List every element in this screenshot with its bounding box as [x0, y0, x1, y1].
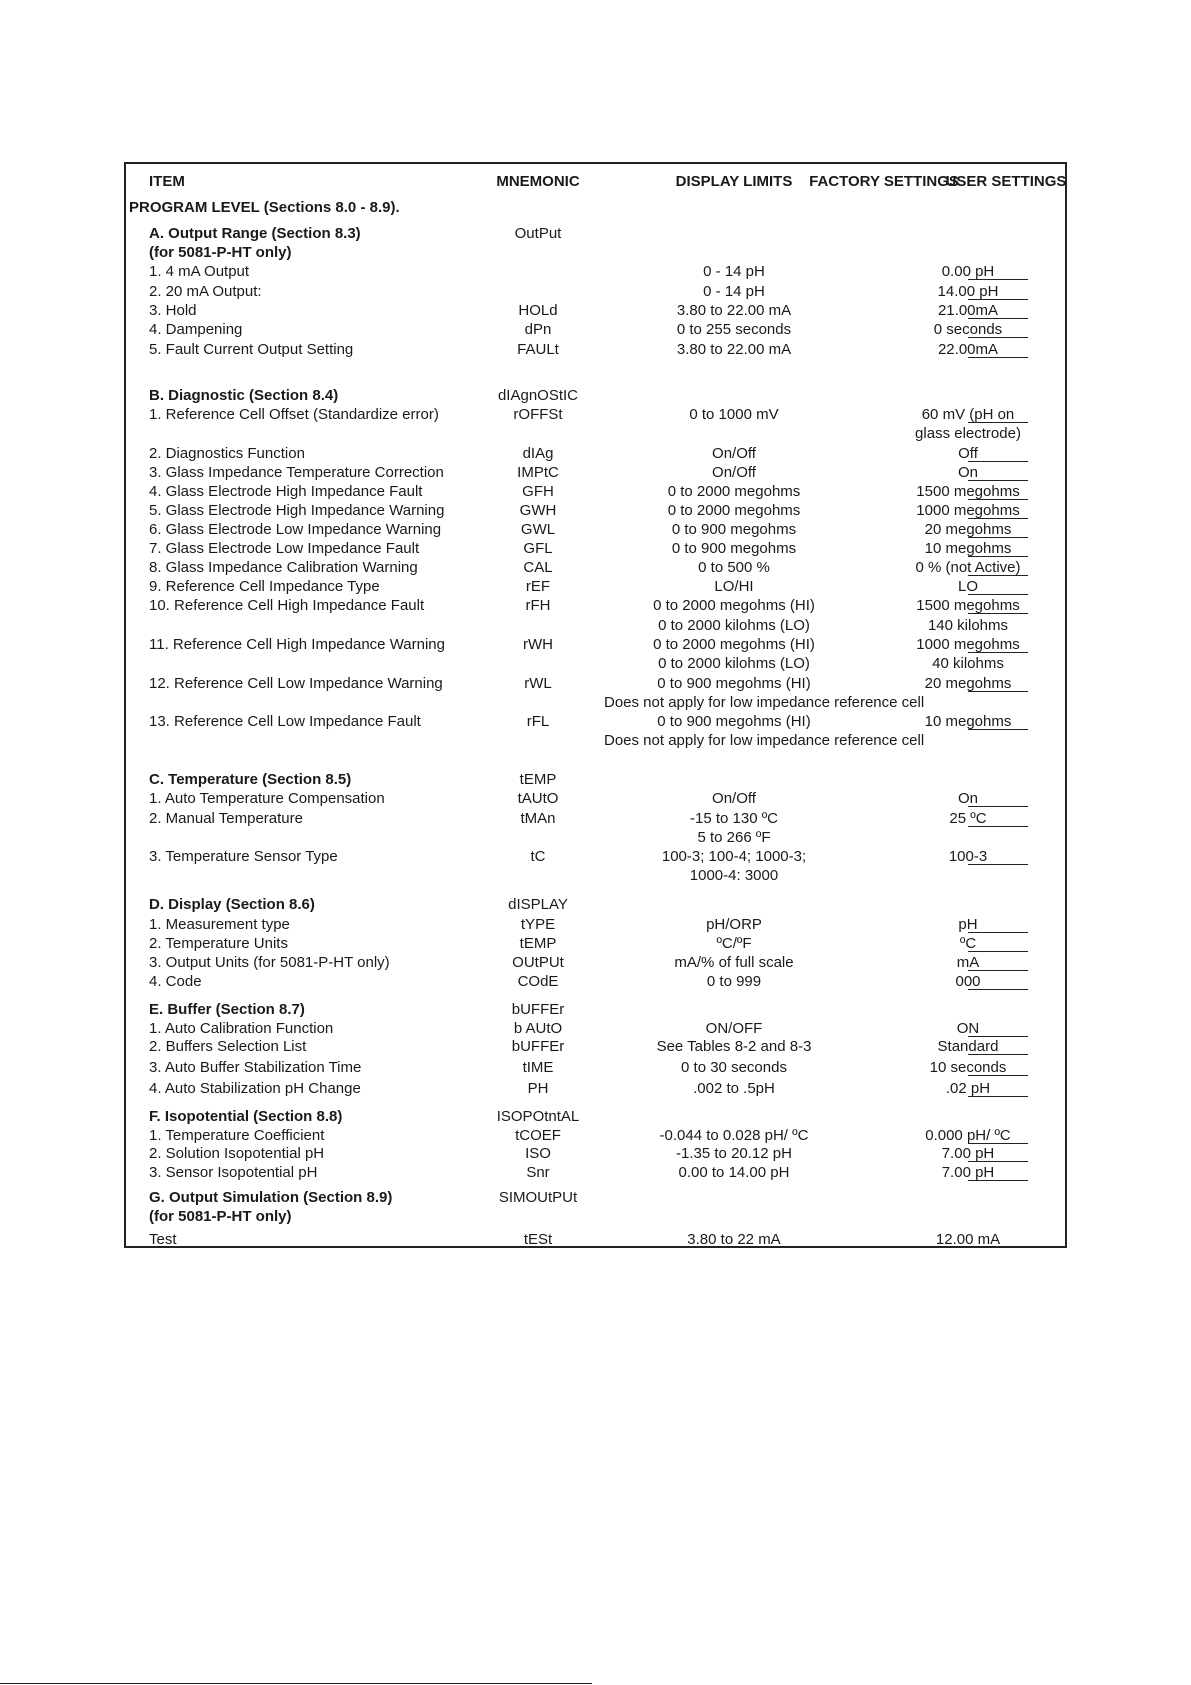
display-limits-cell: 0 to 30 seconds — [681, 1059, 787, 1076]
mnemonic-cell: bUFFEr — [511, 1001, 565, 1018]
display-limits-cell: 0.00 to 14.00 pH — [678, 1164, 790, 1181]
factory-setting-cell: 60 mV (pH on — [921, 406, 1015, 423]
display-limits-cell: 0 to 255 seconds — [676, 321, 792, 338]
item-cell: 2. 20 mA Output: — [149, 283, 262, 300]
display-limits-cell: -1.35 to 20.12 pH — [676, 1145, 792, 1162]
item-cell: 2. Buffers Selection List — [149, 1038, 307, 1055]
table-row — [126, 482, 1065, 501]
factory-setting-cell: 40 kilohms — [932, 655, 1004, 672]
user-setting-blank[interactable] — [968, 594, 1028, 595]
header-mnemonic: MNEMONIC — [496, 173, 580, 190]
mnemonic-cell: GFL — [523, 540, 553, 557]
item-cell: 1. Auto Calibration Function — [149, 1020, 334, 1037]
user-setting-blank[interactable] — [968, 518, 1028, 519]
header-user-settings: USER SETTINGS — [945, 173, 1067, 190]
factory-setting-cell: pH — [958, 916, 978, 933]
item-cell: Test — [149, 1231, 177, 1248]
mnemonic-cell: OutPut — [514, 225, 562, 242]
mnemonic-cell: rFL — [526, 713, 550, 730]
table-row — [126, 934, 1065, 953]
table-row — [126, 463, 1065, 482]
item-cell: 1. Temperature Coefficient — [149, 1127, 325, 1144]
mnemonic-cell: tEMP — [519, 771, 557, 788]
item-cell: 3. Sensor Isopotential pH — [149, 1164, 318, 1181]
user-setting-blank[interactable] — [968, 279, 1028, 280]
table-row — [126, 1000, 1065, 1019]
display-limits-cell: On/Off — [712, 464, 756, 481]
factory-setting-cell: 21.00mA — [937, 302, 999, 319]
user-setting-blank[interactable] — [968, 480, 1028, 481]
item-cell: F. Isopotential (Section 8.8) — [149, 1108, 343, 1125]
table-row — [126, 712, 1065, 731]
factory-setting-cell: Standard — [937, 1038, 999, 1055]
display-limits-cell: 0 to 2000 megohms — [667, 502, 801, 519]
factory-setting-cell: 0 % (not Active) — [915, 559, 1021, 576]
display-limits-cell: 0 - 14 pH — [703, 283, 765, 300]
table-row — [126, 596, 1065, 615]
user-setting-blank[interactable] — [968, 461, 1028, 462]
display-limits-cell: 0 to 900 megohms — [671, 540, 797, 557]
display-limits-cell: 100-3; 100-4; 1000-3; — [661, 848, 807, 865]
table-row — [126, 1126, 1065, 1145]
factory-setting-cell: mA — [956, 954, 980, 971]
item-cell: 2. Temperature Units — [149, 935, 288, 952]
mnemonic-cell: OUtPUt — [512, 954, 564, 971]
item-cell: 1. Auto Temperature Compensation — [149, 790, 385, 807]
table-row — [126, 1207, 1065, 1226]
item-cell: 3. Glass Impedance Temperature Correction — [149, 464, 444, 481]
table-row — [126, 953, 1065, 972]
factory-setting-cell: 10 megohms — [924, 713, 1012, 730]
table-row — [126, 635, 1065, 654]
item-cell: 8. Glass Impedance Calibration Warning — [149, 559, 418, 576]
user-setting-blank[interactable] — [968, 864, 1028, 865]
user-setting-blank[interactable] — [968, 422, 1028, 423]
user-setting-blank[interactable] — [968, 806, 1028, 807]
item-cell: 1. 4 mA Output — [149, 263, 250, 280]
mnemonic-cell: tYPE — [520, 916, 556, 933]
table-row — [126, 224, 1065, 243]
display-limits-cell: mA/% of full scale — [674, 954, 794, 971]
factory-setting-cell: 0.000 pH/ ºC — [925, 1127, 1011, 1144]
item-cell: G. Output Simulation (Section 8.9) — [149, 1189, 393, 1206]
display-limits-cell: 0 to 2000 megohms (HI) — [653, 597, 815, 614]
mnemonic-cell: dIAg — [522, 445, 554, 462]
table-row — [126, 847, 1065, 866]
factory-setting-cell: 0 seconds — [933, 321, 1003, 338]
mnemonic-cell: tEMP — [519, 935, 557, 952]
item-cell: C. Temperature (Section 8.5) — [149, 771, 352, 788]
display-limits-cell: -15 to 130 ºC — [689, 810, 779, 827]
table-row — [126, 262, 1065, 281]
mnemonic-cell: dIAgnOStIC — [497, 387, 579, 404]
mnemonic-cell: dISPLAY — [508, 896, 568, 913]
table-row — [126, 770, 1065, 789]
display-limits-cell: ºC/ºF — [716, 935, 752, 952]
factory-setting-cell: 10 seconds — [929, 1059, 1007, 1076]
table-row — [126, 1163, 1065, 1182]
factory-setting-cell: On — [957, 464, 978, 481]
display-limits-cell: On/Off — [712, 445, 756, 462]
user-setting-blank[interactable] — [968, 970, 1028, 971]
factory-setting-cell: 22.00mA — [937, 341, 999, 358]
item-cell: 1. Measurement type — [149, 916, 290, 933]
mnemonic-cell: GWH — [519, 502, 557, 519]
user-setting-blank[interactable] — [968, 357, 1028, 358]
mnemonic-cell: ISO — [525, 1145, 551, 1162]
table-row — [126, 320, 1065, 339]
item-cell: (for 5081-P-HT only) — [149, 244, 292, 261]
display-limits-cell: 5 to 266 ºF — [697, 829, 771, 846]
mnemonic-cell: tCOEF — [515, 1127, 561, 1144]
item-cell: 5. Glass Electrode High Impedance Warning — [149, 502, 445, 519]
item-cell: D. Display (Section 8.6) — [149, 896, 315, 913]
table-row — [126, 558, 1065, 577]
mnemonic-cell: Snr — [526, 1164, 550, 1181]
display-limits-cell: On/Off — [712, 790, 756, 807]
item-cell: 9. Reference Cell Impedance Type — [149, 578, 380, 595]
display-limits-cell: Does not apply for low impedance reference cell — [604, 694, 925, 711]
table-row — [126, 577, 1065, 596]
table-row — [126, 405, 1065, 424]
factory-setting-cell: 1500 megohms — [916, 483, 1020, 500]
user-setting-blank[interactable] — [968, 951, 1028, 952]
item-cell: 4. Code — [149, 973, 202, 990]
factory-setting-cell: 10 megohms — [924, 540, 1012, 557]
mnemonic-cell: FAULt — [517, 341, 559, 358]
item-cell: 11. Reference Cell High Impedance Warning — [149, 636, 445, 653]
item-cell: 5. Fault Current Output Setting — [149, 341, 354, 358]
header-factory-settings: FACTORY SETTINGS — [809, 173, 959, 190]
table-row — [126, 828, 1065, 847]
factory-setting-cell: 14.00 pH — [937, 283, 999, 300]
table-row — [126, 731, 1065, 750]
display-limits-cell: 0 to 2000 kilohms (LO) — [658, 655, 810, 672]
factory-setting-cell: 25 ºC — [949, 810, 987, 827]
display-limits-cell: 0 to 900 megohms (HI) — [657, 713, 811, 730]
mnemonic-cell: rFH — [525, 597, 551, 614]
factory-setting-cell: LO — [957, 578, 978, 595]
item-cell: 3. Output Units (for 5081-P-HT only) — [149, 954, 390, 971]
table-row — [126, 616, 1065, 635]
item-cell: 2. Diagnostics Function — [149, 445, 305, 462]
table-row — [126, 866, 1065, 885]
display-limits-cell: Does not apply for low impedance reference cell — [604, 732, 925, 749]
mnemonic-cell: PH — [527, 1080, 549, 1097]
user-setting-blank[interactable] — [968, 537, 1028, 538]
table-row — [126, 386, 1065, 405]
table-row — [126, 1058, 1065, 1077]
item-cell: 2. Manual Temperature — [149, 810, 303, 827]
mnemonic-cell: rWH — [523, 636, 553, 653]
factory-setting-cell: 0.00 pH — [941, 263, 995, 280]
user-setting-blank[interactable] — [968, 499, 1028, 500]
display-limits-cell: 3.80 to 22 mA — [687, 1231, 781, 1248]
table-row — [126, 1188, 1065, 1207]
table-row — [126, 1019, 1065, 1038]
program-level-title: PROGRAM LEVEL (Sections 8.0 - 8.9). — [129, 199, 400, 216]
factory-setting-cell: .02 pH — [945, 1080, 991, 1097]
table-row — [126, 1107, 1065, 1126]
table-row — [126, 674, 1065, 693]
user-setting-blank[interactable] — [968, 556, 1028, 557]
factory-setting-cell: glass electrode) — [915, 425, 1021, 442]
display-limits-cell: pH/ORP — [706, 916, 762, 933]
mnemonic-cell: bUFFEr — [511, 1038, 565, 1055]
factory-setting-cell: 1000 megohms — [916, 502, 1020, 519]
display-limits-cell: -0.044 to 0.028 pH/ ºC — [659, 1127, 809, 1144]
factory-setting-cell: ON — [956, 1020, 980, 1037]
user-setting-blank[interactable] — [968, 826, 1028, 827]
factory-setting-cell: 1000 megohms — [916, 636, 1020, 653]
user-setting-blank[interactable] — [968, 989, 1028, 990]
user-setting-blank[interactable] — [968, 1180, 1028, 1181]
display-limits-cell: See Tables 8-2 and 8-3 — [656, 1038, 812, 1055]
table-row — [126, 520, 1065, 539]
item-cell: 4. Glass Electrode High Impedance Fault — [149, 483, 423, 500]
item-cell: (for 5081-P-HT only) — [149, 1208, 292, 1225]
factory-setting-cell: 140 kilohms — [927, 617, 1009, 634]
table-row — [126, 444, 1065, 463]
item-cell: 4. Auto Stabilization pH Change — [149, 1080, 361, 1097]
mnemonic-cell: b AUtO — [513, 1020, 563, 1037]
item-cell: 13. Reference Cell Low Impedance Fault — [149, 713, 421, 730]
mnemonic-cell: ISOPOtntAL — [496, 1108, 580, 1125]
table-row — [126, 243, 1065, 262]
user-setting-blank[interactable] — [968, 652, 1028, 653]
factory-setting-cell: Off — [958, 445, 978, 462]
user-setting-blank[interactable] — [968, 729, 1028, 730]
factory-setting-cell: 20 megohms — [924, 521, 1012, 538]
user-setting-blank[interactable] — [968, 1075, 1028, 1076]
display-limits-cell: 0 to 900 megohms — [671, 521, 797, 538]
display-limits-cell: 0 to 2000 megohms (HI) — [653, 636, 815, 653]
item-cell: 6. Glass Electrode Low Impedance Warning — [149, 521, 442, 538]
display-limits-cell: 0 to 999 — [706, 973, 762, 990]
display-limits-cell: 3.80 to 22.00 mA — [676, 302, 792, 319]
user-setting-blank[interactable] — [968, 575, 1028, 576]
display-limits-cell: 0 - 14 pH — [703, 263, 765, 280]
factory-setting-cell: 12.00 mA — [935, 1231, 1001, 1248]
item-cell: 3. Hold — [149, 302, 197, 319]
user-setting-blank[interactable] — [968, 299, 1028, 300]
table-row — [126, 789, 1065, 808]
factory-setting-cell: On — [957, 790, 978, 807]
item-cell: 12. Reference Cell Low Impedance Warning — [149, 675, 443, 692]
factory-setting-cell: 7.00 pH — [941, 1164, 995, 1181]
table-row — [126, 424, 1065, 443]
table-row — [126, 301, 1065, 320]
user-setting-blank[interactable] — [968, 1247, 1028, 1248]
display-limits-cell: 0 to 2000 megohms — [667, 483, 801, 500]
mnemonic-cell: tMAn — [520, 810, 556, 827]
display-limits-cell: 0 to 2000 kilohms (LO) — [658, 617, 810, 634]
mnemonic-cell: tESt — [523, 1231, 553, 1248]
mnemonic-cell: tC — [530, 848, 546, 865]
item-cell: 2. Solution Isopotential pH — [149, 1145, 325, 1162]
item-cell: 4. Dampening — [149, 321, 243, 338]
user-setting-blank[interactable] — [968, 1161, 1028, 1162]
item-cell: 7. Glass Electrode Low Impedance Fault — [149, 540, 420, 557]
table-row — [126, 1230, 1065, 1249]
mnemonic-cell: SIMOUtPUt — [498, 1189, 578, 1206]
display-limits-cell: ON/OFF — [705, 1020, 763, 1037]
user-setting-blank[interactable] — [968, 613, 1028, 614]
user-setting-blank[interactable] — [968, 1054, 1028, 1055]
item-cell: 1. Reference Cell Offset (Standardize error) — [149, 406, 439, 423]
factory-setting-cell: ºC — [959, 935, 977, 952]
table-row — [126, 340, 1065, 359]
item-cell: 3. Auto Buffer Stabilization Time — [149, 1059, 362, 1076]
user-setting-blank[interactable] — [968, 318, 1028, 319]
table-row — [126, 501, 1065, 520]
table-row — [126, 693, 1065, 712]
factory-setting-cell: 7.00 pH — [941, 1145, 995, 1162]
display-limits-cell: 3.80 to 22.00 mA — [676, 341, 792, 358]
table-row — [126, 282, 1065, 301]
mnemonic-cell: IMPtC — [517, 464, 559, 481]
header-item: ITEM — [149, 173, 185, 190]
settings-table — [124, 162, 1067, 1248]
display-limits-cell: 1000-4: 3000 — [689, 867, 779, 884]
factory-setting-cell: 20 megohms — [924, 675, 1012, 692]
table-row — [126, 654, 1065, 673]
mnemonic-cell: GWL — [520, 521, 556, 538]
mnemonic-cell: HOLd — [518, 302, 558, 319]
factory-setting-cell: 100-3 — [948, 848, 988, 865]
user-setting-blank[interactable] — [968, 932, 1028, 933]
display-limits-cell: LO/HI — [714, 578, 754, 595]
table-row — [126, 972, 1065, 991]
mnemonic-cell: dPn — [524, 321, 552, 338]
display-limits-cell: 0 to 500 % — [698, 559, 770, 576]
mnemonic-cell: tAUtO — [517, 790, 559, 807]
item-cell: 10. Reference Cell High Impedance Fault — [149, 597, 425, 614]
user-setting-blank[interactable] — [968, 337, 1028, 338]
user-setting-blank[interactable] — [968, 1096, 1028, 1097]
mnemonic-cell: CAL — [523, 559, 553, 576]
mnemonic-cell: tIME — [522, 1059, 554, 1076]
mnemonic-cell: COdE — [517, 973, 559, 990]
user-setting-blank[interactable] — [968, 691, 1028, 692]
table-header — [126, 172, 1065, 191]
footer-rule — [0, 1683, 592, 1684]
program-level-row — [126, 198, 1065, 217]
display-limits-cell: 0 to 900 megohms (HI) — [657, 675, 811, 692]
item-cell: A. Output Range (Section 8.3) — [149, 225, 361, 242]
table-row — [126, 915, 1065, 934]
table-row — [126, 1144, 1065, 1163]
mnemonic-cell: GFH — [522, 483, 554, 500]
display-limits-cell: .002 to .5pH — [693, 1080, 775, 1097]
table-row — [126, 895, 1065, 914]
item-cell: E. Buffer (Section 8.7) — [149, 1001, 305, 1018]
header-display-limits: DISPLAY LIMITS — [675, 173, 793, 190]
item-cell: B. Diagnostic (Section 8.4) — [149, 387, 339, 404]
item-cell: 3. Temperature Sensor Type — [149, 848, 338, 865]
display-limits-cell: 0 to 1000 mV — [689, 406, 779, 423]
mnemonic-cell: rWL — [524, 675, 552, 692]
table-row — [126, 539, 1065, 558]
table-row — [126, 1037, 1065, 1056]
mnemonic-cell: rOFFSt — [513, 406, 563, 423]
mnemonic-cell: rEF — [525, 578, 551, 595]
table-row — [126, 809, 1065, 828]
factory-setting-cell: 1500 megohms — [916, 597, 1020, 614]
factory-setting-cell: 000 — [955, 973, 981, 990]
table-row — [126, 1079, 1065, 1098]
